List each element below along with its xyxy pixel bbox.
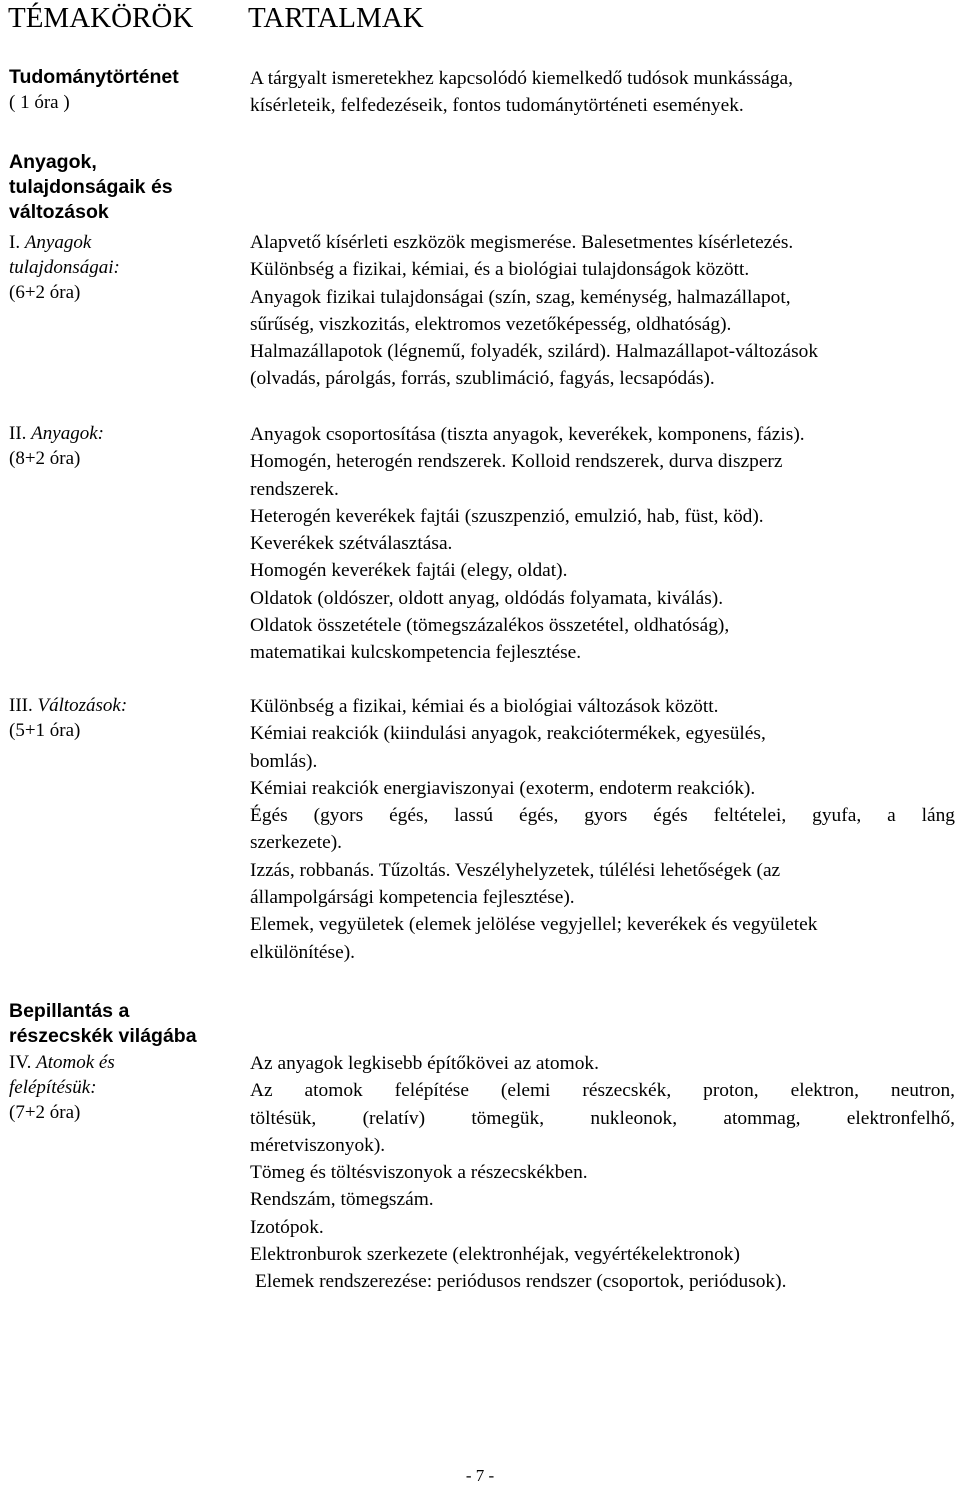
- topic-history: [9, 65, 239, 115]
- topic-changes-name: Változások:: [37, 695, 128, 716]
- content-properties-line: (olvadás, párolgás, forrás, szublimáció, fagyás, lecsapódás).: [250, 368, 715, 390]
- topic-particles-title-1: Bepillantás a: [9, 1000, 130, 1022]
- topic-properties-name-a: Anyagok: [24, 232, 92, 253]
- topic-properties-heading: [9, 230, 239, 255]
- content-atoms-line: Elemek rendszerezése: periódusos rendszer (csoportok, periódusok).: [255, 1271, 787, 1293]
- content-properties-line: Halmazállapotok (légnemű, folyadék, szilárd). Halmazállapot-változások: [250, 341, 819, 363]
- content-atoms-line: méretviszonyok).: [250, 1134, 386, 1156]
- content-properties-line: Alapvető kísérleti eszközök megismerése. Balesetmentes kísérletezés.: [250, 232, 794, 253]
- content-substances: [250, 421, 955, 667]
- content-changes-line: szerkezete).: [250, 832, 343, 854]
- content-atoms-line: töltésük, (relatív) tömegük, nukleonok, atommag, elektronfelhő,: [250, 1107, 955, 1129]
- topic-materials-title-1: Anyagok,: [9, 151, 97, 173]
- topic-substances-heading: [9, 421, 239, 446]
- content-history-line: kísérleteik, felfedezéseik, fontos tudománytörténeti események.: [250, 95, 744, 117]
- topic-atoms-heading: [9, 1050, 239, 1075]
- content-changes-line: Elemek, vegyületek (elemek jelölése vegyjellel; keverékek és vegyületek: [250, 914, 818, 936]
- topic-properties-name-b: tulajdonságai:: [9, 257, 120, 278]
- content-substances-line: matematikai kulcskompetencia fejlesztése.: [250, 642, 582, 664]
- content-changes-line: Kémiai reakciók (kiindulási anyagok, reakciótermékek, egyesülés,: [250, 723, 766, 745]
- topic-changes-heading: [9, 693, 239, 718]
- content-properties: [250, 229, 955, 393]
- page-number: - 7 -: [465, 1466, 495, 1485]
- topic-history-hours: ( 1 óra ): [9, 92, 70, 113]
- content-substances-line: rendszerek.: [250, 478, 339, 500]
- topic-particles-title-2: részecskék világába: [9, 1025, 197, 1047]
- content-atoms-line: Rendszám, tömegszám.: [250, 1189, 434, 1211]
- content-changes: [250, 693, 955, 966]
- content-properties-line: sűrűség, viszkozitás, elektromos vezetőképesség, oldhatóság).: [250, 313, 732, 335]
- content-atoms-line: Tömeg és töltésviszonyok a részecskékben.: [250, 1162, 588, 1184]
- content-substances-line: Homogén, heterogén rendszerek. Kolloid rendszerek, durva diszperz: [250, 451, 783, 473]
- topic-atoms-name-a: Atomok és: [36, 1052, 115, 1073]
- topic-changes-hours: (5+1 óra): [9, 720, 81, 741]
- topic-atoms-number: IV.: [9, 1052, 32, 1073]
- topic-changes-number: III.: [9, 695, 33, 716]
- content-atoms-line: Az atomok felépítése (elemi részecskék, proton, elektron, neutron,: [250, 1080, 955, 1102]
- topic-atoms-hours: (7+2 óra): [9, 1102, 81, 1123]
- topic-atoms: [9, 1050, 239, 1125]
- content-changes-line: elkülönítése).: [250, 941, 356, 963]
- content-atoms-line: Izotópok.: [250, 1216, 324, 1238]
- topics-column-header: TÉMAKÖRÖK: [8, 2, 194, 34]
- topic-particles: [9, 999, 239, 1049]
- content-atoms-line: Az anyagok legkisebb építőkövei az atomok.: [250, 1053, 599, 1074]
- topic-atoms-name-b: felépítésük:: [9, 1077, 97, 1098]
- content-changes-line: állampolgársági kompetencia fejlesztése).: [250, 887, 575, 909]
- content-changes-line: Különbség a fizikai, kémiai és a biológiai változások között.: [250, 696, 719, 717]
- content-substances-line: Heterogén keverékek fajtái (szuszpenzió, emulzió, hab, füst, köd).: [250, 505, 764, 527]
- content-substances-line: Oldatok összetétele (tömegszázalékos összetétel, oldhatóság),: [250, 615, 730, 637]
- topic-properties-hours: (6+2 óra): [9, 282, 81, 303]
- topic-properties: [9, 230, 239, 305]
- content-substances-line: Anyagok csoportosítása (tiszta anyagok, keverékek, komponens, fázis).: [250, 424, 805, 445]
- content-substances-line: Homogén keverékek fajtái (elegy, oldat).: [250, 560, 568, 582]
- content-properties-line: Különbség a fizikai, kémiai, és a biológiai tulajdonságok között.: [250, 259, 750, 281]
- topic-changes: [9, 693, 239, 743]
- topic-materials-title-2: tulajdonságaik és: [9, 176, 173, 198]
- topic-substances-number: II.: [9, 423, 27, 444]
- contents-column-header: TARTALMAK: [248, 2, 424, 34]
- content-history-line: A tárgyalt ismeretekhez kapcsolódó kiemelkedő tudósok munkássága,: [250, 68, 793, 89]
- topic-properties-number: I.: [9, 232, 21, 253]
- content-history: [250, 65, 955, 120]
- content-substances-line: Keverékek szétválasztása.: [250, 533, 453, 555]
- content-changes-line: bomlás).: [250, 750, 318, 772]
- content-substances-line: Oldatok (oldószer, oldott anyag, oldódás folyamata, kiválás).: [250, 587, 724, 609]
- content-changes-line: Égés (gyors égés, lassú égés, gyors égés feltételei, gyufa, a láng: [250, 805, 955, 827]
- topic-materials-title-3: változások: [9, 201, 109, 223]
- topic-substances: [9, 421, 239, 471]
- topic-substances-name: Anyagok:: [31, 423, 104, 444]
- content-atoms-line: Elektronburok szerkezete (elektronhéjak, vegyértékelektronok): [250, 1244, 740, 1266]
- content-changes-line: Izzás, robbanás. Tűzoltás. Veszélyhelyzetek, túlélési lehetőségek (az: [250, 859, 781, 881]
- topic-materials: [9, 150, 239, 225]
- content-atoms: [250, 1050, 955, 1296]
- content-properties-line: Anyagok fizikai tulajdonságai (szín, szag, keménység, halmazállapot,: [250, 286, 791, 308]
- content-changes-line: Kémiai reakciók energiaviszonyai (exoterm, endoterm reakciók).: [250, 777, 756, 799]
- topic-history-title: Tudománytörténet: [9, 66, 179, 88]
- topic-substances-hours: (8+2 óra): [9, 448, 81, 469]
